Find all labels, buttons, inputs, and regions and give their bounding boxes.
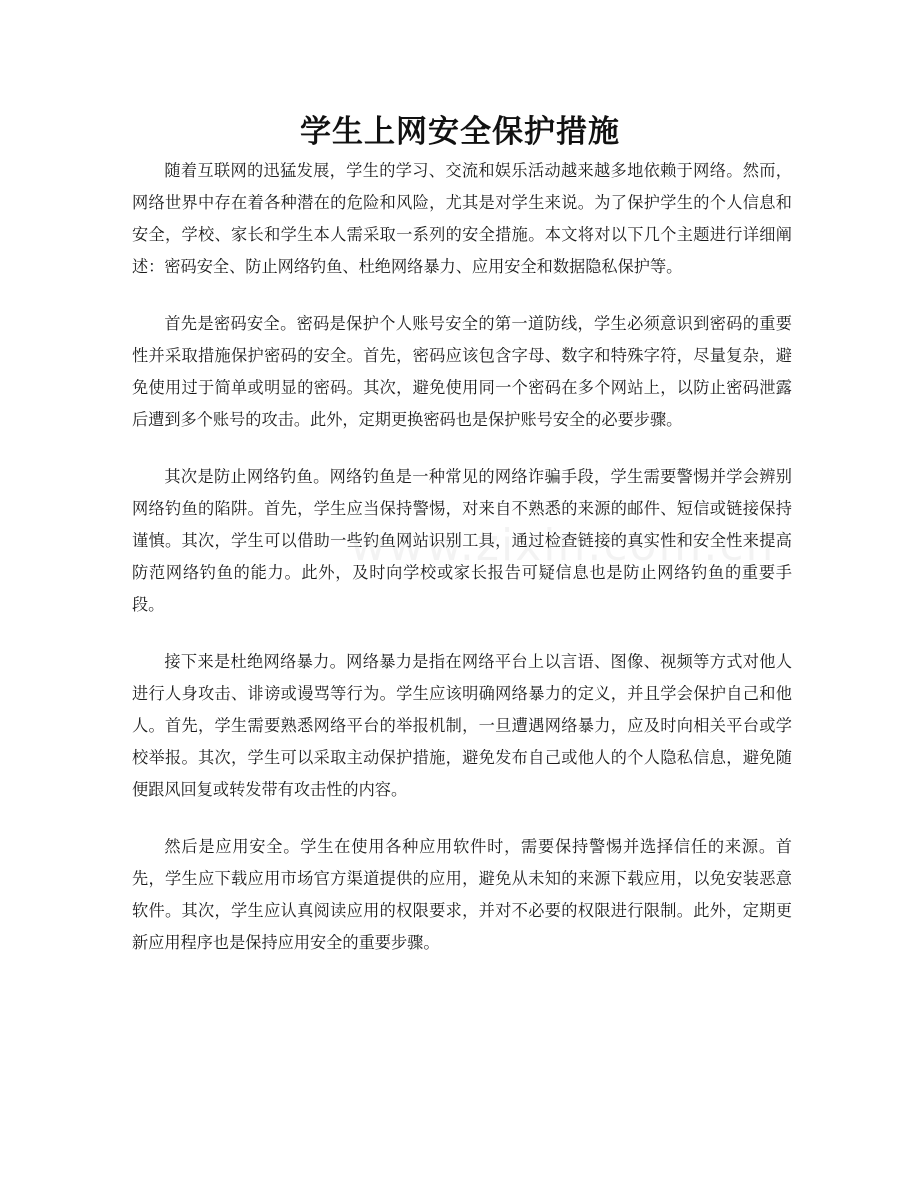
document-title: 学生上网安全保护措施 xyxy=(300,114,620,150)
document-body xyxy=(132,155,792,984)
paragraph-anti-phishing: 其次是防止网络钓鱼。网络钓鱼是一种常见的网络诈骗手段，学生需要警惕并学会辨别网络钓鱼的陷阱。首先，学生应当保持警惕，对来自不熟悉的来源的邮件、短信或链接保持谨慎。其次，学生可以借助一些钓鱼网站识别工具，通过检查链接的真实性和安全性来提高防范网络钓鱼的能力。此外，及时向学校或家长报告可疑信息也是防止网络钓鱼的重要手段。 xyxy=(132,467,792,614)
paragraph-intro: 随着互联网的迅猛发展，学生的学习、交流和娱乐活动越来越多地依赖于网络。然而，网络世界中存在着各种潜在的危险和风险，尤其是对学生来说。为了保护学生的个人信息和安全，学校、家长和学生本人需采取一系列的安全措施。本文将对以下几个主题进行详细阐述：密码安全、防止网络钓鱼、杜绝网络暴力、应用安全和数据隐私保护等。 xyxy=(132,161,792,276)
paragraph-password-security: 首先是密码安全。密码是保护个人账号安全的第一道防线，学生必须意识到密码的重要性并采取措施保护密码的安全。首先，密码应该包含字母、数字和特殊字符，尽量复杂，避免使用过于简单或明显的密码。其次，避免使用同一个密码在多个网站上，以防止密码泄露后遭到多个账号的攻击。此外，定期更换密码也是保护账号安全的必要步骤。 xyxy=(132,314,792,429)
paragraph-app-security: 然后是应用安全。学生在使用各种应用软件时，需要保持警惕并选择信任的来源。首先，学生应下载应用市场官方渠道提供的应用，避免从未知的来源下载应用，以免安装恶意软件。其次，学生应认真阅读应用的权限要求，并对不必要的权限进行限制。此外，定期更新应用程序也是保持应用安全的重要步骤。 xyxy=(132,837,792,952)
paragraph-cyberbullying: 接下来是杜绝网络暴力。网络暴力是指在网络平台上以言语、图像、视频等方式对他人进行人身攻击、诽谤或谩骂等行为。学生应该明确网络暴力的定义，并且学会保护自己和他人。首先，学生需要熟悉网络平台的举报机制，一旦遭遇网络暴力，应及时向相关平台或学校举报。其次，学生可以采取主动保护措施，避免发布自己或他人的个人隐私信息，避免随便跟风回复或转发带有攻击性的内容。 xyxy=(132,652,792,799)
